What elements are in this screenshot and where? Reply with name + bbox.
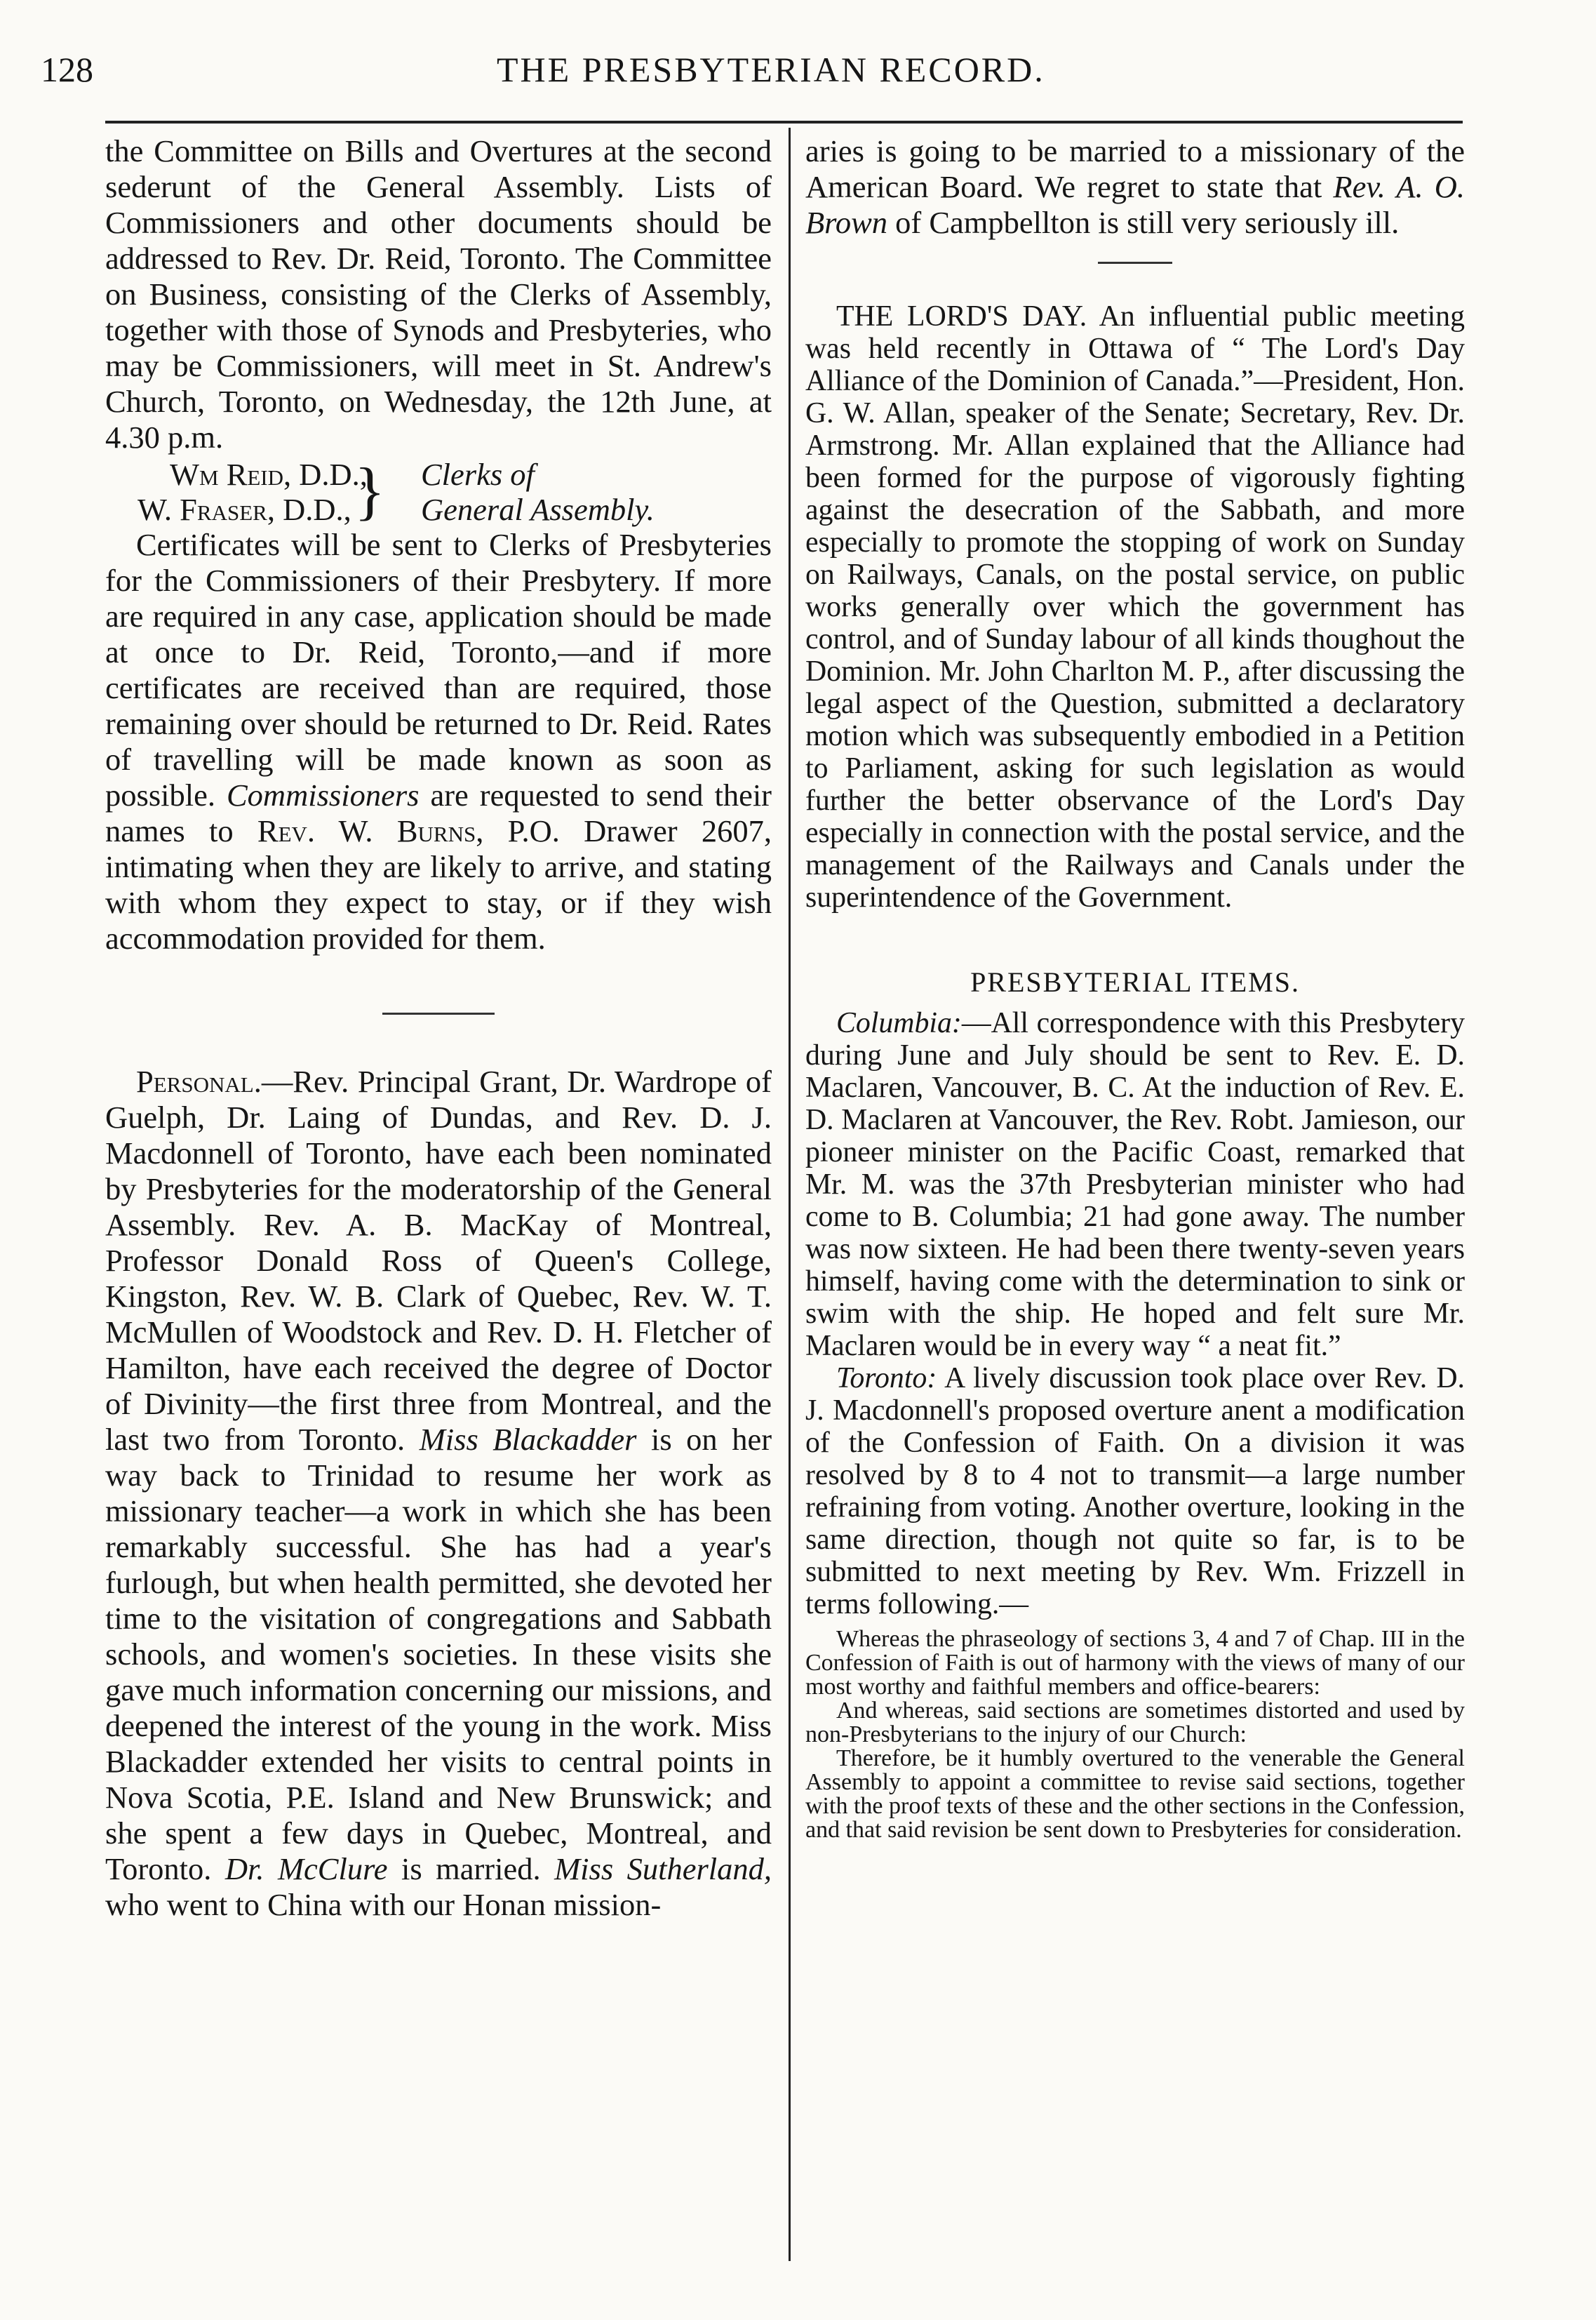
toronto-label: Toronto: <box>836 1362 937 1394</box>
page-number: 128 <box>41 50 93 89</box>
section-separator <box>1098 262 1172 264</box>
certificates-text-1: Certificates will be sent to Clerks of Presbyteries for the Commissioners of their Presbytery. If more are required in any case, application should be made at once to Dr. Reid, Toronto,—and if more certificates are received than are required, those remaining over should be returned to Dr. Reid. Rates of travelling will be made known as soon as possible. <box>105 527 772 813</box>
continuation-text-2: of Campbellton is still very seriously ill. <box>895 205 1400 240</box>
mcclure-italic: Dr. McClure <box>224 1851 388 1886</box>
certificates-paragraph <box>105 527 772 956</box>
lords-day-label: THE LORD'S DAY. <box>836 300 1087 333</box>
section-separator <box>382 1013 495 1015</box>
rev-burns: Rev. W. Burns, <box>257 813 484 848</box>
commissioners-italic: Commissioners <box>227 778 420 813</box>
left-column <box>105 133 772 1923</box>
personal-text-1: —Rev. Principal Grant, Dr. Wardrope of Guelph, Dr. Laing of Dundas, and Rev. D. J. Macdonnell of Toronto, have each been nominated by Presbyteries for the moderatorship of the General Assembly. Rev. A. B. MacKay of Montreal, Professor Donald Ross of Queen's College, Kingston, Rev. W. B. Clark of Quebec, Rev. W. T. McMullen of Woodstock and Rev. D. H. Fletcher of Hamilton, have each received the degree of Doctor of Divinity—the first three from Montreal, and the last two from Toronto. <box>105 1064 772 1457</box>
overture-whereas: Whereas the phraseology of sections 3, 4 and 7 of Chap. III in the Confession of Faith is out of harmony with the views of many of our most worthy and faithful members and office-bearers: <box>805 1626 1465 1700</box>
header-rule <box>105 121 1463 124</box>
personal-text-3: is married. <box>401 1851 541 1886</box>
personal-label: Personal. <box>136 1064 262 1099</box>
columbia-paragraph <box>805 1007 1465 1362</box>
columbia-text: —All correspondence with this Presbytery during June and July should be sent to Rev. E. D. Maclaren, Vancouver, B. C. At the induction of Rev. E. D. Maclaren at Vancouver, the Rev. Robt. Jamieson, our pioneer minister on the Pacific Coast, remarked that Mr. M. was the 37th Presbyterian minister who had come to B. Columbia; 21 had gone away. The number was now sixteen. He had been there twenty-seven years himself, having come with the determination to sink or swim with the ship. He hoped and felt sure Mr. Maclaren would be in every way “ a neat fit.” <box>805 1007 1465 1362</box>
toronto-text: A lively discussion took place over Rev. D. J. Macdonnell's proposed overture anent a modification of the Confession of Faith. On a division it was resolved by 8 to 4 not to transmit—a large number refraining from voting. Another overture, looking in the same direction, though not quite so far, is to be submitted to next meeting by Rev. Wm. Frizzell in terms following.— <box>805 1362 1465 1620</box>
blackadder-italic: Miss Blackadder <box>419 1422 637 1457</box>
sutherland-italic: Miss Sutherland, <box>554 1851 772 1886</box>
right-column <box>805 133 1465 1842</box>
signature-row-1 <box>105 457 772 492</box>
overture-and-whereas: And whereas, said sections are sometimes distorted and used by non-Presbyterians to the injury of our Church: <box>805 1698 1465 1747</box>
signature-name-1: Wm Reid, D.D., <box>170 457 368 492</box>
signature-role-1: Clerks of <box>421 457 535 492</box>
overture-therefore: Therefore, be it humbly overtured to the venerable the General Assembly to appoint a committee to revise said sections, together with the proof texts of these and the other sections in the Confession, and that said revision be sent down to Presbyteries for consideration. <box>805 1745 1465 1843</box>
personal-paragraph <box>105 1064 772 1923</box>
committee-paragraph: the Committee on Bills and Overtures at the second sederunt of the General Assembly. Lists of Commissioners and other documents should be addressed to Rev. Dr. Reid, Toronto. The Committee on Business, consisting of the Clerks of Assembly, together with those of Synods and Presbyteries, who may be Commissioners, will meet in St. Andrew's Church, Toronto, on Wednesday, the 12th June, at 4.30 p.m. <box>105 133 772 455</box>
page-header <box>41 49 1500 105</box>
signature-role-2: General Assembly. <box>421 492 655 527</box>
certificates-text-2: are requested to send their names to <box>105 778 772 848</box>
lords-day-text: An influential public meeting was held recently in Ottawa of “ The Lord's Day Alliance of the Dominion of Canada.”—President, Hon. G. W. Allan, speaker of the Senate; Secretary, Rev. Dr. Armstrong. Mr. Allan explained that the Alliance had been formed for the purpose of vigorously fighting against the desecration of the Sabbath, and more especially to promote the stopping of work on Sunday on Railways, Canals, on the postal service, on public works generally over which the government has control, and of Sunday labour of all kinds thoughout the Dominion. Mr. John Charlton M. P., after discussing the legal aspect of the Question, submitted a declaratory motion which was subsequently embodied in a Petition to Parliament, asking for such legislation as would further the better observance of the Lord's Day especially in connection with the postal service, and the management of the Railways and Canals under the superintendence of the Government. <box>805 300 1465 914</box>
certificates-text-3: P.O. Drawer 2607, intimating when they are likely to arrive, and stating with whom they expect to stay, or if they wish accommodation provided for them. <box>105 813 772 956</box>
personal-text-4: who went to China with our Honan mission- <box>105 1887 662 1922</box>
continuation-text-1: aries is going to be married to a missionary of the American Board. We regret to state that <box>805 133 1465 204</box>
signature-brace: } <box>354 455 386 526</box>
columbia-label: Columbia: <box>836 1007 962 1039</box>
personal-text-2: is on her way back to Trinidad to resume her work as missionary teacher—a work in which she has been remarkably successful. She has had a year's furlough, but when health permitted, she devoted her time to the visitation of congregations and Sabbath schools, and women's societies. In these visits she gave much information concerning our missions, and deepened the interest of the young in the work. Miss Blackadder extended her visits to central points in Nova Scotia, P.E. Island and New Brunswick; and she spent a few days in Quebec, Montreal, and Toronto. <box>105 1422 772 1886</box>
signature-name-2: W. Fraser, D.D., <box>138 492 351 527</box>
lords-day-paragraph <box>805 300 1465 914</box>
brown-italic: Rev. A. O. Brown <box>805 169 1465 240</box>
continuation-paragraph <box>805 133 1465 241</box>
presbyterial-items-heading: PRESBYTERIAL ITEMS. <box>970 966 1300 998</box>
running-title: THE PRESBYTERIAN RECORD. <box>497 50 1045 89</box>
column-rule <box>789 128 791 2261</box>
overture-text <box>805 1627 1465 1842</box>
toronto-paragraph <box>805 1362 1465 1620</box>
